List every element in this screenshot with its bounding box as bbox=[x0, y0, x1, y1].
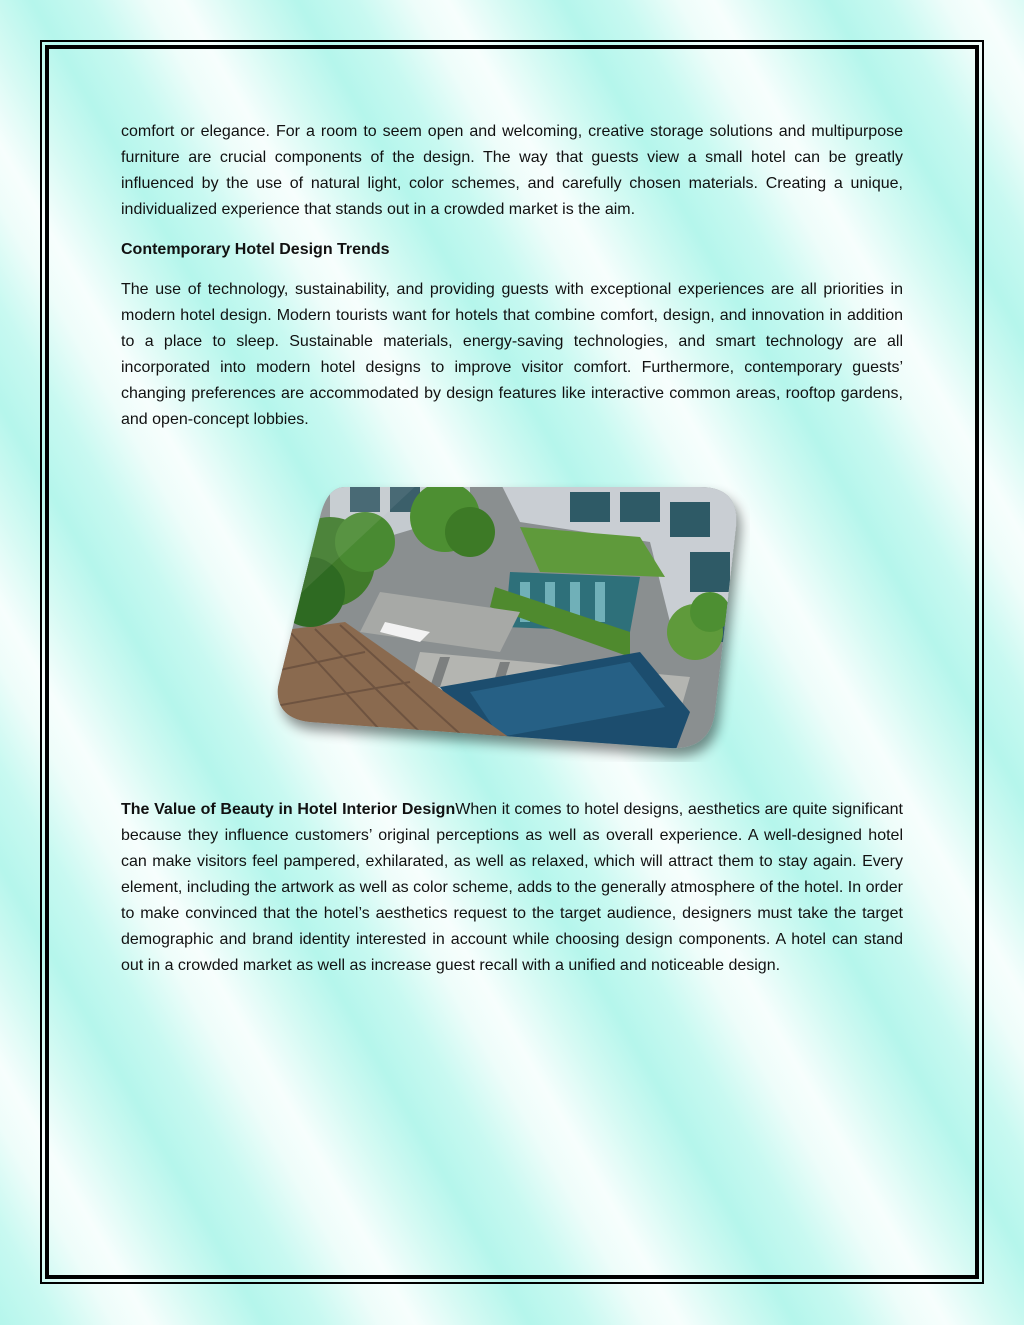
intro-paragraph: comfort or elegance. For a room to seem open and welcoming, creative storage solutions and multipurpose furniture are crucial components of the design. The way that guests view a small hotel can be greatly influenced by the use of natural light, color schemes, and carefully chosen materials. Creating a unique, individualized experience that stands out in a crowded market is the aim. bbox=[121, 123, 903, 218]
beauty-section bbox=[121, 797, 903, 979]
document-body bbox=[121, 119, 903, 433]
beauty-heading: The Value of Beauty in Hotel Interior Design bbox=[121, 801, 456, 818]
beauty-paragraph: When it comes to hotel designs, aesthetics are quite significant because they influence customers’ original perceptions as well as overall experience. A well-designed hotel can make visitors feel pampered, exhilarated, as well as relaxed, which will attract them to stay again. Every element, including the artwork as well as color scheme, adds to the generally atmosphere of the hotel. In order to make convinced that the hotel’s aesthetics request to the target audience, designers must take the target demographic and brand identity interested in account while choosing design components. A hotel can stand out in a crowded market as well as increase guest recall with a unified and noticeable design. bbox=[121, 801, 903, 974]
trends-paragraph: The use of technology, sustainability, and providing guests with exceptional experiences are all priorities in modern hotel design. Modern tourists want for hotels that combine comfort, design, and innovation in addition to a place to sleep. Sustainable materials, energy-saving technologies, and smart technology are all incorporated into modern hotel designs to improve visitor comfort. Furthermore, contemporary guests’ changing preferences are accommodated by design features like interactive common areas, rooftop gardens, and open-concept lobbies. bbox=[121, 281, 903, 428]
trends-heading: Contemporary Hotel Design Trends bbox=[121, 241, 390, 258]
hotel-courtyard-photo bbox=[270, 482, 750, 762]
